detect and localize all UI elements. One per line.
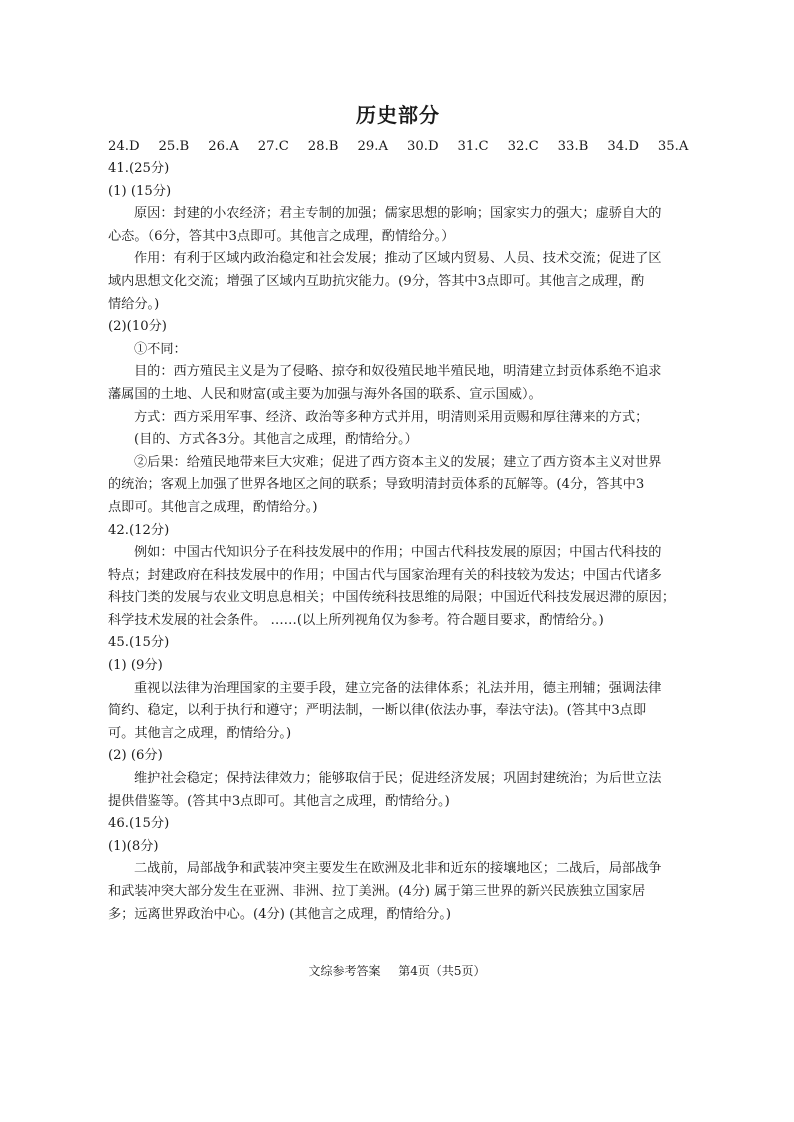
multiple-choice-answers	[108, 136, 688, 158]
answer-key: 25.B	[158, 139, 190, 154]
answer-key: 29.A	[357, 139, 388, 154]
answer-line: (2)(10分)	[108, 319, 167, 335]
answer-line: 科技门类的发展与农业文明息息相关；中国传统科技思维的局限；中国近代科技发展迟滞的原因；	[108, 590, 676, 606]
answer-key: 27.C	[257, 139, 289, 154]
answer-line: (目的、方式各3分。其他言之成理，酌情给分。）	[134, 432, 418, 448]
footer-page-number: 第4页（共5页）	[398, 964, 486, 978]
answer-line: 45.(15分)	[108, 635, 170, 651]
answer-line: 重视以法律为治理国家的主要手段，建立完备的法律体系；礼法并用，德主刑辅；强调法律	[134, 680, 662, 696]
answer-line: 藩属国的土地、人民和财富(或主要为加强与海外各国的联系、宣示国威）。	[108, 386, 542, 402]
answer-line: 作用：有利于区域内政治稳定和社会发展；推动了区域内贸易、人员、技术交流；促进了区	[134, 251, 662, 267]
answer-line: (1) (9分)	[108, 658, 163, 674]
answer-line: (2) (6分)	[108, 748, 163, 764]
answer-key: 28.B	[307, 139, 339, 154]
answer-body	[108, 158, 688, 926]
answer-line: 点即可。其他言之成理，酌情给分。)	[108, 499, 318, 515]
answer-line: ①不同：	[134, 341, 187, 357]
answer-key: 30.D	[406, 139, 439, 154]
answer-line: 原因：封建的小农经济；君主专制的加强；儒家思想的影响；国家实力的强大；虚骄自大的	[134, 206, 662, 222]
answer-key: 31.C	[457, 139, 489, 154]
answer-key: 26.A	[208, 139, 239, 154]
answer-line: (1) (15分)	[108, 183, 172, 199]
answer-key: 35.A	[657, 139, 689, 154]
answer-line: 和武装冲突大部分发生在亚洲、非洲、拉丁美洲。(4分) 属于第三世界的新兴民族独立国家居	[108, 884, 646, 899]
answer-line: 情给分。)	[108, 296, 160, 312]
answer-key: 24.D	[108, 139, 140, 154]
answer-key: 33.B	[557, 139, 589, 154]
answer-line: 简约、稳定，以利于执行和遵守；严明法制，一断以律(依法办事，奉法守法)。(答其中3点即	[108, 703, 647, 719]
answer-sheet	[108, 100, 688, 926]
answer-line: 41.(25分)	[108, 161, 170, 176]
answer-line: 46.(15分)	[108, 816, 170, 832]
answer-line: (1)(8分)	[108, 838, 159, 854]
answer-line: ②后果：给殖民地带来巨大灾难；促进了西方资本主义的发展；建立了西方资本主义对世界	[134, 454, 662, 470]
answer-key: 32.C	[507, 139, 539, 154]
answer-line: 维护社会稳定；保持法律效力；能够取信于民；促进经济发展；巩固封建统治；为后世立法	[134, 771, 662, 787]
page-title: 历史部分	[356, 103, 440, 127]
answer-line: 可。其他言之成理，酌情给分。)	[108, 725, 292, 741]
answer-line: 方式：西方采用军事、经济、政治等多种方式并用，明清则采用贡赐和厚往薄来的方式；	[134, 409, 649, 425]
answer-line: 域内思想文化交流；增强了区域内互助抗灾能力。(9分，答其中3点即可。其他言之成理，酌	[108, 273, 645, 289]
answer-line: 科学技术发展的社会条件。 ……(以上所列视角仅为参考。符合题目要求，酌情给分。)	[108, 612, 604, 628]
answer-line: 例如：中国古代知识分子在科技发展中的作用；中国古代科技发展的原因；中国古代科技的	[134, 545, 662, 561]
answer-line: 42.(12分)	[108, 522, 170, 538]
answer-line: 提供借鉴等。(答其中3点即可。其他言之成理，酌情给分。)	[108, 793, 450, 809]
footer-doc-name: 文综参考答案	[308, 964, 381, 978]
answer-line: 二战前，局部战争和武装冲突主要发生在欧洲及北非和近东的接壤地区；二战后，局部战争	[134, 861, 662, 877]
answer-key: 34.D	[607, 139, 639, 154]
answer-line: 目的：西方殖民主义是为了侵略、掠夺和奴役殖民地半殖民地，明清建立封贡体系绝不追求	[134, 364, 662, 380]
answer-line: 多；远离世界政治中心。(4分) (其他言之成理，酌情给分。)	[108, 906, 452, 922]
answer-line: 心态。（6分，答其中3点即可。其他言之成理，酌情给分。）	[108, 228, 455, 244]
answer-line: 特点；封建政府在科技发展中的作用；中国古代与国家治理有关的科技较为发达；中国古代诸多	[108, 567, 662, 583]
page-footer	[0, 962, 794, 980]
answer-line: 的统治；客观上加强了世界各地区之间的联系；导致明清封贡体系的瓦解等。(4分，答其中3	[108, 477, 645, 493]
